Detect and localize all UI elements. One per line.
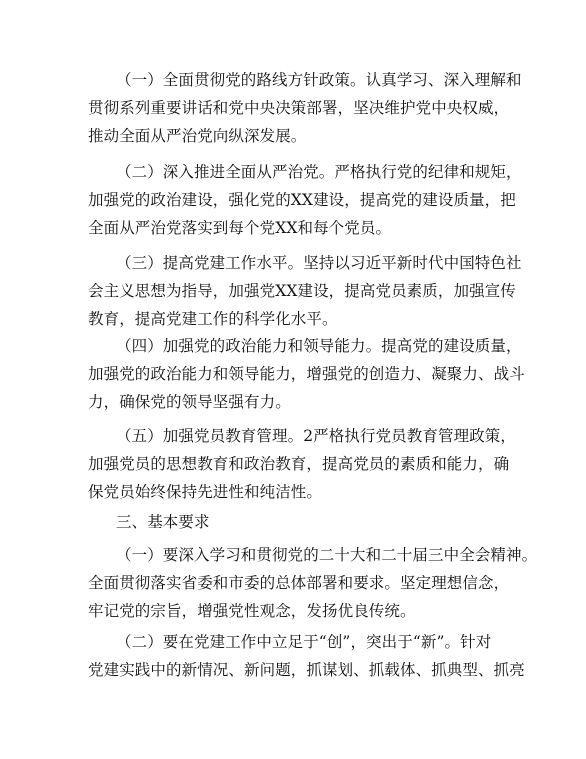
text-line-17: （一）要深入学习和贯彻党的二十大和二十届三中全会精神。: [116, 546, 538, 564]
text-line-1: （一）全面贯彻党的路线方针政策。认真学习、深入理解和: [116, 71, 522, 89]
text-line-3: 推动全面从严治党向纵深发展。: [88, 127, 307, 145]
text-line-7: （三）提高党建工作水平。坚持以习近平新时代中国特色社: [116, 254, 522, 272]
text-line-20: （二）要在党建工作中立足于“创”，突出于“新”。针对: [116, 633, 492, 651]
text-line-13: （五）加强党员教育管理。2严格执行党员教育管理政策，: [116, 427, 516, 445]
text-line-9: 教育，提高党建工作的科学化水平。: [88, 310, 338, 328]
text-line-8: 会主义思想为指导，加强党XX建设，提高党员素质，加强宣传: [88, 282, 516, 300]
text-line-18: 全面贯彻落实省委和市委的总体部署和要求。坚定理想信念，: [88, 574, 510, 592]
text-line-6: 全面从严治党落实到每个党XX和每个党员。: [88, 219, 392, 237]
text-line-19: 牢记党的宗旨，增强党性观念，发扬优良传统。: [88, 602, 416, 620]
text-line-2: 贯彻系列重要讲话和党中央决策部署，坚决维护党中央权威，: [88, 99, 510, 117]
text-line-21: 党建实践中的新情况、新问题，抓谋划、抓载体、抓典型、抓亮: [88, 661, 525, 679]
text-line-15: 保党员始终保持先进性和纯洁性。: [88, 483, 323, 501]
text-line-5: 加强党的政治建设，强化党的XX建设，提高党的建设质量，把: [88, 191, 516, 209]
section-heading: 三、基本要求: [116, 513, 210, 531]
text-line-4: （二）深入推进全面从严治党。严格执行党的纪律和规矩，: [116, 163, 522, 181]
text-line-14: 加强党员的思想教育和政治教育，提高党员的素质和能力，确: [88, 455, 510, 473]
text-line-10: （四）加强党的政治能力和领导能力。提高党的建设质量，: [116, 337, 522, 355]
text-line-11: 加强党的政治能力和领导能力，增强党的创造力、凝聚力、战斗: [88, 365, 525, 383]
text-line-12: 力，确保党的领导坚强有力。: [88, 393, 291, 411]
